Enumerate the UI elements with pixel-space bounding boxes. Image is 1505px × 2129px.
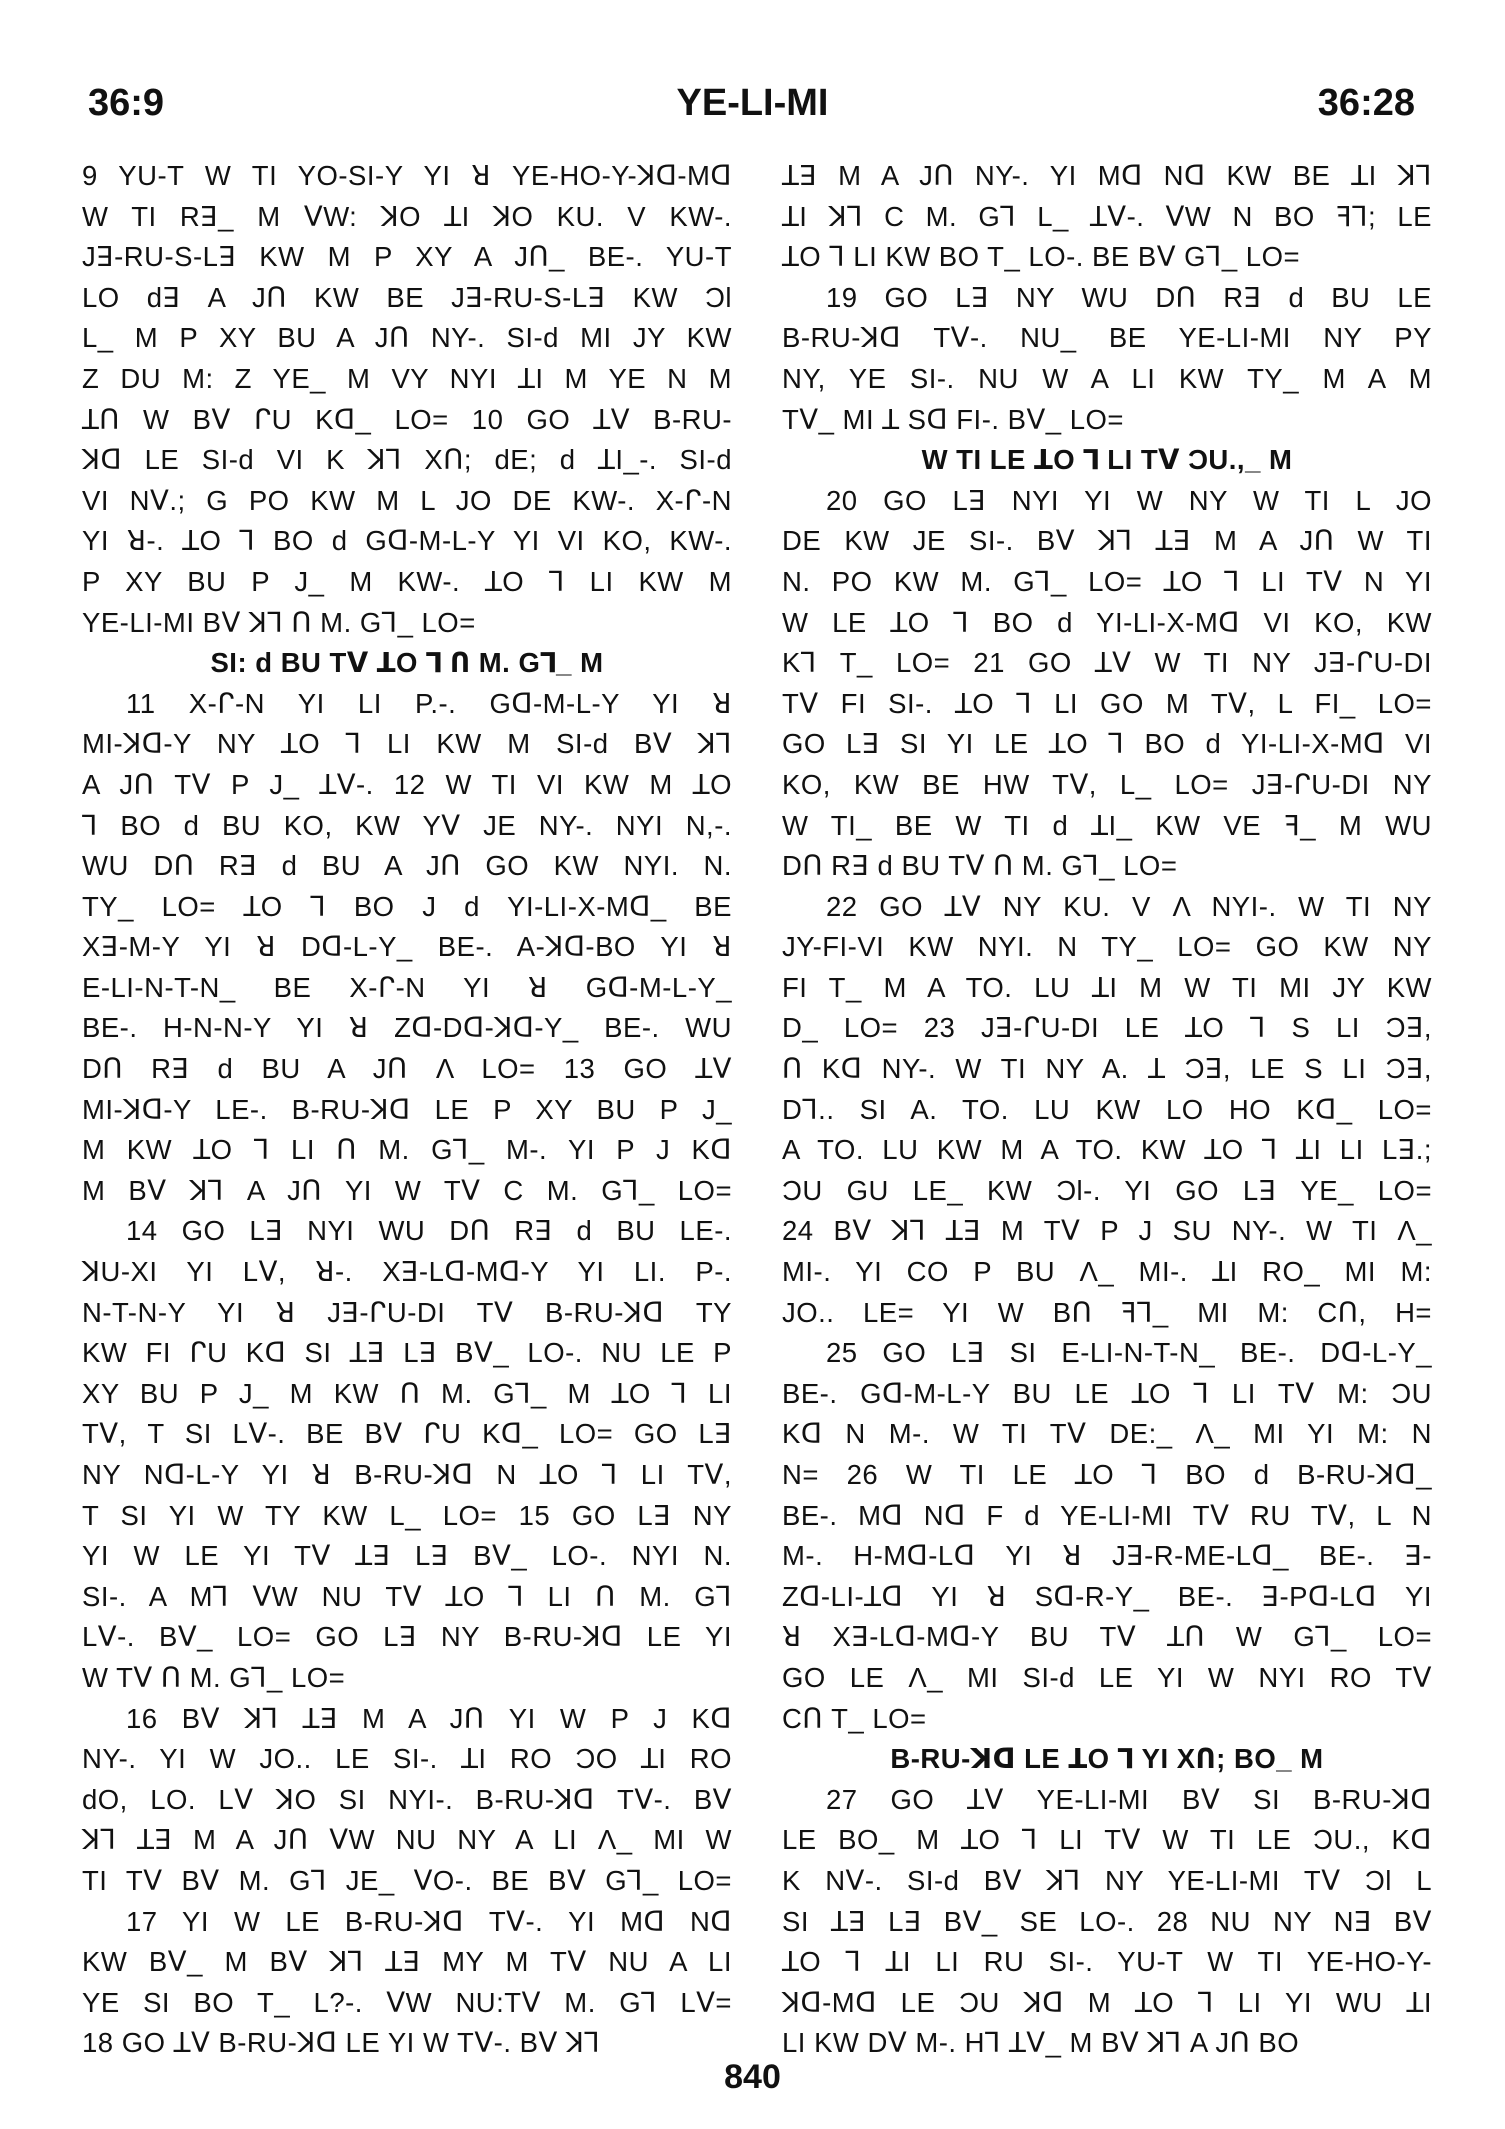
text-line: D_ LO= 23 Jꓱ-ᒋU-DI LE ꓕO ꓶ S LI Ɔꓱ, bbox=[782, 1012, 1432, 1044]
text-line: KW Bᐯ_ M Bᐯ ꓘꓶ ꓕꓱ MY M Tᐯ NU A LI bbox=[82, 1946, 732, 1978]
text-line: W LE ꓕO ꓶ BO d YI-LI-X-Mᗡ VI KO, KW bbox=[782, 606, 1432, 638]
text-line: ꓕO ꓶ LI KW BO T_ LO-. BE Bᐯ Gꓶ_ LO= bbox=[782, 241, 1301, 273]
text-line: Lᐯ-. Bᐯ_ LO= GO Lꓱ NY B-RU-ꓘᗡ LE YI bbox=[82, 1621, 732, 1653]
text-line: DՈ Rꓱ d BU Tᐯ Ո M. Gꓶ_ LO= bbox=[782, 850, 1178, 882]
text-line: CՈ T_ LO= bbox=[782, 1702, 927, 1734]
text-line: N. PO KW M. Gꓶ_ LO= ꓕO ꓶ LI Tᐯ N YI bbox=[782, 565, 1432, 597]
header-chapter-verse-start: 36:9 bbox=[88, 82, 165, 124]
header-book-title: YE-LI-MI bbox=[676, 82, 829, 124]
text-line: P XY BU P J_ M KW-. ꓕO ꓶ LI KW M bbox=[82, 565, 732, 597]
text-line: GO Lꓱ SI YI LE ꓕO ꓶ BO d YI-LI-X-Mᗡ VI bbox=[782, 728, 1432, 760]
text-line: KW FI ᒋU Kᗡ SI ꓕꓱ Lꓱ Bᐯ_ LO-. NU LE P bbox=[82, 1337, 732, 1369]
text-line: MI-ꓘᗡ-Y LE-. B-RU-ꓘᗡ LE P XY BU P J_ bbox=[82, 1093, 732, 1125]
text-line: YE SI BO T_ L?-. ᐯW NU:Tᐯ M. Gꓶ Lᐯ= bbox=[82, 1986, 732, 2018]
text-line: A JՈ Tᐯ P J_ ꓕᐯ-. 12 W TI VI KW M ꓕO bbox=[82, 768, 732, 800]
text-line: LE BO_ M ꓕO ꓶ LI Tᐯ W TI LE ƆU., Kᗡ bbox=[782, 1824, 1432, 1856]
text-line: 20 GO Lꓱ NYI YI W NY W TI L JO bbox=[826, 484, 1432, 516]
text-line: ꓘᗡ LE SI-d VI K ꓘꓶ XՈ; dE; d ꓕI_-. SI-d bbox=[82, 444, 732, 476]
text-line: NY Nᗡ-L-Y YI ꓤ B-RU-ꓘᗡ N ꓕO ꓶ LI Tᐯ, bbox=[82, 1459, 732, 1490]
text-line: M Bᐯ ꓘꓶ A JՈ YI W Tᐯ C M. Gꓶ_ LO= bbox=[82, 1174, 732, 1206]
text-line: WU DՈ Rꓱ d BU A JՈ GO KW NYI. N. bbox=[82, 850, 732, 882]
text-line: W TI_ BE W TI d ꓕI_ KW VE ꟻ_ M WU bbox=[782, 809, 1432, 841]
text-line: 24 Bᐯ ꓘꓶ ꓕꓱ M Tᐯ P J SU NY-. W TI Λ_ bbox=[782, 1215, 1432, 1247]
text-line: 11 X-ᒋ-N YI LI P.-. Gᗡ-M-L-Y YI ꓤ bbox=[126, 687, 732, 719]
text-line: DՈ Rꓱ d BU A JՈ Λ LO= 13 GO ꓕᐯ bbox=[82, 1053, 732, 1085]
text-line: Xꓱ-M-Y YI ꓤ Dᗡ-L-Y_ BE-. A-ꓘᗡ-BO YI ꓤ bbox=[82, 931, 732, 963]
text-line: ꓘꓶ ꓕꓱ M A JՈ ᐯW NU NY A LI Λ_ MI W bbox=[82, 1824, 732, 1856]
text-line: E-LI-N-T-N_ BE X-ᒋ-N YI ꓤ Gᗡ-M-L-Y_ bbox=[82, 971, 732, 1003]
text-line: GO LE Λ_ MI SI-d LE YI W NYI RO Tᐯ bbox=[782, 1661, 1432, 1693]
text-line: Jꓱ-RU-S-Lꓱ KW M P XY A JՈ_ BE-. YU-T bbox=[82, 241, 732, 273]
text-line: Tᐯ FI SI-. ꓕO ꓶ LI GO M Tᐯ, L FI_ LO= bbox=[782, 687, 1432, 719]
page-number: 840 bbox=[724, 2058, 781, 2096]
text-line: A TO. LU KW M A TO. KW ꓕO ꓶ ꓕI LI Lꓱ.; bbox=[782, 1134, 1432, 1166]
text-line: M KW ꓕO ꓶ LI Ո M. Gꓶ_ M-. YI P J Kᗡ bbox=[82, 1134, 732, 1166]
text-line: ꓕO ꓶ ꓕI LI RU SI-. YU-T W TI YE-HO-Y- bbox=[782, 1946, 1432, 1978]
text-line: 17 YI W LE B-RU-ꓘᗡ Tᐯ-. YI Mᗡ Nᗡ bbox=[126, 1905, 732, 1937]
text-line: B-RU-ꓘᗡ Tᐯ-. NU_ BE YE-LI-MI NY PY bbox=[782, 322, 1432, 354]
text-line: NY-. YI W JO.. LE SI-. ꓕI RO ƆO ꓕI RO bbox=[82, 1743, 732, 1775]
text-line: TY_ LO= ꓕO ꓶ BO J d YI-LI-X-Mᗡ_ BE bbox=[82, 890, 732, 922]
text-line: ꓶ BO d BU KO, KW Yᐯ JE NY-. NYI N,-. bbox=[82, 809, 732, 841]
text-line: 16 Bᐯ ꓘꓶ ꓕꓱ M A JՈ YI W P J Kᗡ bbox=[126, 1702, 732, 1734]
text-line: VI Nᐯ.; G PO KW M L JO DE KW-. X-ᒋ-N bbox=[82, 484, 732, 516]
text-line: N= 26 W TI LE ꓕO ꓶ BO d B-RU-ꓘᗡ_ bbox=[782, 1459, 1432, 1490]
text-line: Tᐯ, T SI Lᐯ-. BE Bᐯ ᒋU Kᗡ_ LO= GO Lꓱ bbox=[82, 1418, 732, 1450]
right-text-column bbox=[782, 156, 1432, 2064]
header-chapter-verse-end: 36:28 bbox=[1317, 82, 1415, 124]
text-line: W Tᐯ Ո M. Gꓶ_ LO= bbox=[82, 1661, 346, 1693]
text-line: 18 GO ꓕᐯ B-RU-ꓘᗡ LE YI W Tᐯ-. Bᐯ ꓘꓶ bbox=[82, 2027, 601, 2059]
section-heading: B-RU-ꓘᗡ LE ꓕO ꓶ YI XՈ; BO_ M bbox=[890, 1743, 1324, 1775]
text-line: ꓕꓱ M A JՈ NY-. YI Mᗡ Nᗡ KW BE ꓕI ꓘꓶ bbox=[782, 160, 1432, 191]
text-line: BE-. H-N-N-Y YI ꓤ Zᗡ-Dᗡ-ꓘᗡ-Y_ BE-. WU bbox=[82, 1012, 732, 1044]
text-line: ꓕI ꓘꓶ C M. Gꓶ L_ ꓕᐯ-. ᐯW N BO ꟻꓶ; LE bbox=[782, 200, 1432, 232]
text-line: Zᗡ-LI-ꓕᗡ YI ꓤ Sᗡ-R-Y_ BE-. ꓱ-Pᗡ-Lᗡ YI bbox=[782, 1580, 1432, 1612]
text-line: ꓕՈ W Bᐯ ᒋU Kᗡ_ LO= 10 GO ꓕᐯ B-RU- bbox=[82, 403, 732, 435]
text-line: YE-LI-MI Bᐯ ꓘꓶ Ո M. Gꓶ_ LO= bbox=[82, 606, 476, 638]
text-line: Ո Kᗡ NY-. W TI NY A. ꓕ Ɔꓱ, LE S LI Ɔꓱ, bbox=[782, 1053, 1432, 1085]
text-line: FI T_ M A TO. LU ꓕI M W TI MI JY KW bbox=[782, 971, 1432, 1003]
text-line: 25 GO Lꓱ SI E-LI-N-T-N_ BE-. Dᗡ-L-Y_ bbox=[826, 1337, 1432, 1369]
text-line: Tᐯ_ MI ꓕ Sᗡ FI-. Bᐯ_ LO= bbox=[782, 403, 1124, 435]
section-heading: SI: d BU Tᐯ ꓕO ꓶ Ո M. Gꓶ_ M bbox=[210, 647, 604, 679]
text-line: LO dꓱ A JՈ KW BE Jꓱ-RU-S-Lꓱ KW Ɔl bbox=[82, 281, 732, 313]
text-line: ꓘᗡ-Mᗡ LE ƆU ꓘᗡ M ꓕO ꓶ LI YI WU ꓕI bbox=[782, 1986, 1432, 2018]
text-line: 9 YU-T W TI YO-SI-Y YI ꓤ YE-HO-Y-ꓘᗡ-Mᗡ bbox=[82, 160, 732, 191]
text-line: YI ꓤ-. ꓕO ꓶ BO d Gᗡ-M-L-Y YI VI KO, KW-. bbox=[82, 525, 732, 557]
text-line: T SI YI W TY KW L_ LO= 15 GO Lꓱ NY bbox=[82, 1499, 732, 1531]
text-line: JY-FI-VI KW NYI. N TY_ LO= GO KW NY bbox=[782, 931, 1432, 963]
text-line: N-T-N-Y YI ꓤ Jꓱ-ᒋU-DI Tᐯ B-RU-ꓘᗡ TY bbox=[82, 1296, 732, 1328]
text-line: M-. H-Mᗡ-Lᗡ YI ꓤ Jꓱ-R-ME-Lᗡ_ BE-. ꓱ- bbox=[782, 1540, 1432, 1572]
text-line: Dꓶ.. SI A. TO. LU KW LO HO Kᗡ_ LO= bbox=[782, 1093, 1432, 1125]
text-line: DE KW JE SI-. Bᐯ ꓘꓶ ꓕꓱ M A JՈ W TI bbox=[782, 525, 1432, 557]
text-line: 27 GO ꓕᐯ YE-LI-MI Bᐯ SI B-RU-ꓘᗡ bbox=[826, 1783, 1432, 1815]
text-line: KO, KW BE HW Tᐯ, L_ LO= Jꓱ-ᒋU-DI NY bbox=[782, 768, 1432, 800]
text-line: TI Tᐯ Bᐯ M. Gꓶ JE_ ᐯO-. BE Bᐯ Gꓶ_ LO= bbox=[82, 1864, 732, 1896]
text-line: MI-ꓘᗡ-Y NY ꓕO ꓶ LI KW M SI-d Bᐯ ꓘꓶ bbox=[82, 728, 732, 760]
text-line: NY, YE SI-. NU W A LI KW TY_ M A M bbox=[782, 362, 1432, 394]
text-line: Kᗡ N M-. W TI Tᐯ DE:_ Λ_ MI YI M: N bbox=[782, 1418, 1432, 1450]
section-heading: W TI LE ꓕO ꓶ LI Tᐯ ƆU.,_ M bbox=[921, 444, 1293, 476]
text-line: ꓤ Xꓱ-Lᗡ-Mᗡ-Y BU Tᐯ ꓕՈ W Gꓶ_ LO= bbox=[782, 1621, 1432, 1653]
page-header bbox=[80, 82, 1425, 132]
text-line: W TI Rꓱ_ M ᐯW: ꓘO ꓕI ꓘO KU. V KW-. bbox=[82, 200, 732, 232]
text-line: dO, LO. Lᐯ ꓘO SI NYI-. B-RU-ꓘᗡ Tᐯ-. Bᐯ bbox=[82, 1783, 732, 1815]
text-line: K Nᐯ-. SI-d Bᐯ ꓘꓶ NY YE-LI-MI Tᐯ Ɔl L bbox=[782, 1864, 1432, 1896]
text-line: LI KW Dᐯ M-. Hꓶ ꓕᐯ_ M Bᐯ ꓘꓶ A JՈ BO bbox=[782, 2027, 1300, 2059]
text-line: MI-. YI CO P BU Λ_ MI-. ꓕI RO_ MI M: bbox=[782, 1256, 1432, 1288]
text-line: SI-. A Mꓶ ᐯW NU Tᐯ ꓕO ꓶ LI Ո M. Gꓶ bbox=[82, 1580, 732, 1612]
text-line: ꓘU-XI YI Lᐯ, ꓤ-. Xꓱ-Lᗡ-Mᗡ-Y YI LI. P-. bbox=[82, 1256, 732, 1288]
text-line: XY BU P J_ M KW Ո M. Gꓶ_ M ꓕO ꓶ LI bbox=[82, 1377, 732, 1409]
text-line: 19 GO Lꓱ NY WU DՈ Rꓱ d BU LE bbox=[826, 281, 1432, 313]
text-line: SI ꓕꓱ Lꓱ Bᐯ_ SE LO-. 28 NU NY Nꓱ Bᐯ bbox=[782, 1905, 1432, 1937]
text-line: 22 GO ꓕᐯ NY KU. V Λ NYI-. W TI NY bbox=[826, 890, 1432, 922]
text-line: YI W LE YI Tᐯ ꓕꓱ Lꓱ Bᐯ_ LO-. NYI N. bbox=[82, 1540, 732, 1572]
text-line: BE-. Mᗡ Nᗡ F d YE-LI-MI Tᐯ RU Tᐯ, L N bbox=[782, 1499, 1432, 1531]
text-line: ƆU GU LE_ KW Ɔl-. YI GO Lꓱ YE_ LO= bbox=[782, 1174, 1432, 1206]
text-line: BE-. Gᗡ-M-L-Y BU LE ꓕO ꓶ LI Tᐯ M: ƆU bbox=[782, 1377, 1432, 1409]
left-text-column bbox=[82, 156, 732, 2064]
text-line: Kꓶ T_ LO= 21 GO ꓕᐯ W TI NY Jꓱ-ᒋU-DI bbox=[782, 647, 1432, 679]
text-line: L_ M P XY BU A JՈ NY-. SI-d MI JY KW bbox=[82, 322, 732, 354]
text-line: 14 GO Lꓱ NYI WU DՈ Rꓱ d BU LE-. bbox=[126, 1215, 732, 1247]
text-line: Z DU M: Z YE_ M VY NYI ꓕI M YE N M bbox=[82, 362, 732, 394]
text-line: JO.. LE= YI W BՈ ꟻꓶ_ MI M: CՈ, H= bbox=[782, 1296, 1432, 1328]
